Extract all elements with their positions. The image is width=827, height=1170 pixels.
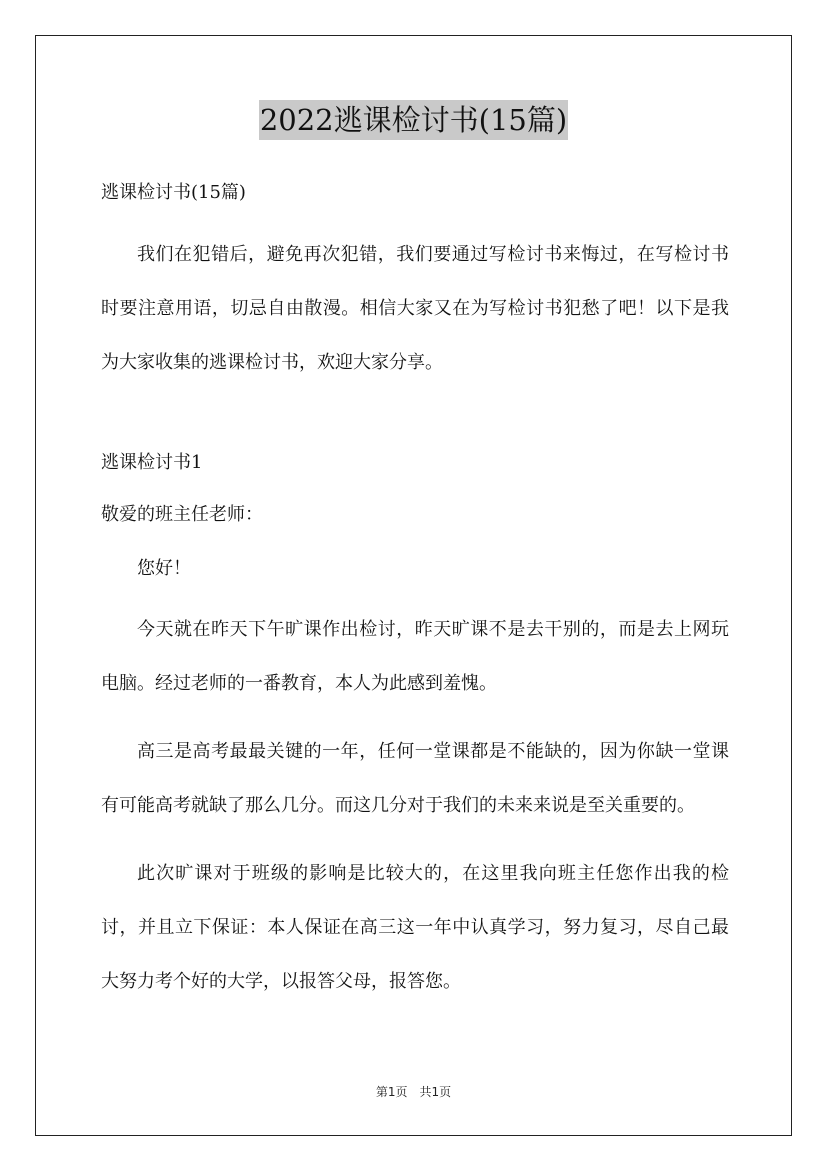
body-paragraph: 今天就在昨天下午旷课作出检讨，昨天旷课不是去干别的，而是去上网玩电脑。经过老师的一番教育，本人为此感到羞愧。 <box>101 619 729 694</box>
page-footer <box>0 1083 827 1101</box>
document-body <box>101 172 729 1009</box>
section-heading: 逃课检讨书1 <box>101 452 203 473</box>
page-number: 第1页 <box>375 1085 408 1099</box>
salutation: 敬爱的班主任老师： <box>101 504 263 525</box>
title-container <box>0 100 827 140</box>
body-paragraph: 高三是高考最最关键的一年，任何一堂课都是不能缺的，因为你缺一堂课有可能高考就缺了那么几分。而这几分对于我们的未来来说是至关重要的。 <box>101 741 729 816</box>
greeting: 您好！ <box>137 558 191 579</box>
page-total: 共1页 <box>419 1085 452 1099</box>
body-paragraph: 此次旷课对于班级的影响是比较大的，在这里我向班主任您作出我的检讨，并且立下保证：本人保证在高三这一年中认真学习，努力复习，尽自己最大努力考个好的大学，以报答父母，报答您。 <box>101 863 729 992</box>
document-title: 2022逃课检讨书(15篇) <box>259 100 568 140</box>
intro-paragraph: 我们在犯错后，避免再次犯错，我们要通过写检讨书来悔过，在写检讨书时要注意用语，切忌自由散漫。相信大家又在为写检讨书犯愁了吧！以下是我为大家收集的逃课检讨书，欢迎大家分享。 <box>101 244 729 373</box>
document-subtitle: 逃课检讨书(15篇) <box>101 182 246 203</box>
